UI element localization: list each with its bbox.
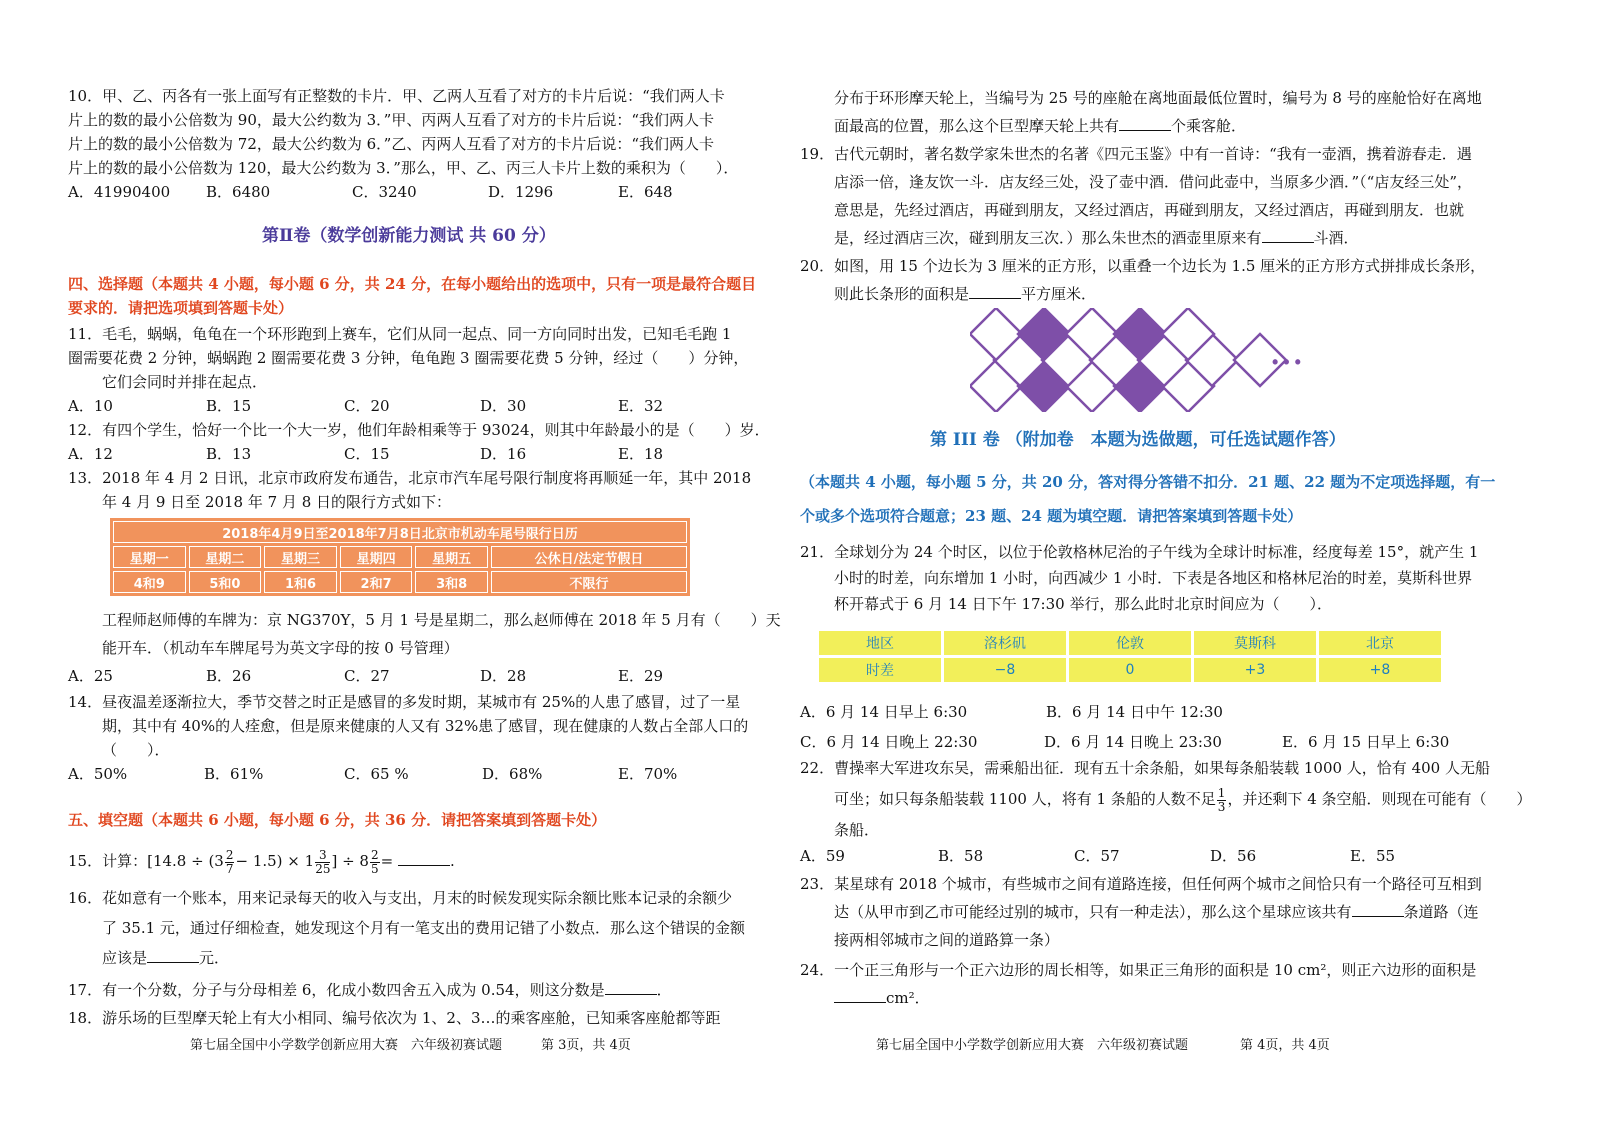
q10-option-b: B．6480 <box>206 183 271 201</box>
timezone-value-la: −8 <box>944 658 1066 682</box>
q23-line-2-text: 达（从甲市到乙市可能经过别的城市，只有一种走法），那么这个星球应该共有 <box>834 903 1352 921</box>
q11-line-1: 11．毛毛，蜗蜗，龟龟在一个环形跑到上赛车，它们从同一起点、同一方向同时出发，已知毛毛跑 1 <box>68 325 732 343</box>
restriction-value-fri: 3和8 <box>415 571 488 593</box>
q19-end: 斗酒． <box>1313 229 1359 247</box>
restriction-value-thu: 2和7 <box>340 571 413 593</box>
q15-fraction-2-num: 3 <box>315 849 330 863</box>
q21-line-2: 小时的时差，向东增加 1 小时，向西减少 1 小时．下表是各地区和格林尼治的时差，莫斯科世界 <box>834 569 1473 587</box>
q13-line-2: 年 4 月 9 日至 2018 年 7 月 8 日的限行方式如下： <box>102 493 452 511</box>
q19-line-2: 店添一倍，逢友饮一斗．店友经三处，没了壶中酒．借问此壶中，当原多少酒．”（“店友经三处”， <box>834 173 1473 191</box>
q18-end: 个乘客舱． <box>1171 117 1247 135</box>
q13-cont-line-1: 工程师赵师傅的车牌为：京 NG370Y，5 月 1 号是星期二，那么赵师傅在 2018 年 5 月有（ ）天 <box>102 611 781 629</box>
q10-line-2: 片上的数的最小公倍数为 90，最大公约数为 3．”甲、丙两人互看了对方的卡片后说：“我们两人卡 <box>68 111 715 129</box>
q22-option-e: E．55 <box>1350 847 1396 865</box>
timezone-table <box>816 628 1444 685</box>
q10-option-d: D．1296 <box>488 183 554 201</box>
q21-line-1: 21．全球划分为 24 个时区，以位于伦敦格林尼治的子午线为全球计时标准，经度每差 15°，就产生 1 <box>800 543 1479 561</box>
q16-line-3-text: 应该是 <box>102 949 148 967</box>
q18-line-1: 18．游乐场的巨型摩天轮上有大小相同、编号依次为 1、2、3…的乘客座舱，已知乘客座舱都等距 <box>68 1009 721 1027</box>
q15-fraction-2 <box>315 849 330 876</box>
q13-option-c: C．27 <box>344 667 390 685</box>
q22-line-2a: 可坐；如只每条船装载 1100 人，将有 1 条船的人数不足 <box>834 790 1216 808</box>
q15-mid-1: − 1.5) × 1 <box>235 852 315 870</box>
q10-option-e: E．648 <box>618 183 673 201</box>
restriction-header-fri: 星期五 <box>415 546 488 568</box>
q22-line-1: 22．曹操率大军进攻东吴，需乘船出征．现有五十余条船，如果每条船装载 1000 人，恰有 400 人无船 <box>800 759 1490 777</box>
section3-title: 第 III 卷 （附加卷 本题为选做题，可任选试题作答） <box>930 430 1346 450</box>
q11-option-c: C．20 <box>344 397 390 415</box>
q15-fraction-1-num: 2 <box>225 847 234 862</box>
q15-fraction-1 <box>225 849 235 876</box>
timezone-value-beijing: +8 <box>1319 658 1441 682</box>
figure-ellipsis: • • • <box>1272 352 1301 372</box>
q15-mid-2: ] ÷ 8 <box>331 852 369 870</box>
restriction-table <box>110 518 690 596</box>
restriction-header-holiday: 公休日/法定节假日 <box>491 546 687 568</box>
q19-line-4-text: 是，经过酒店三次，碰到朋友三次．）那么朱世杰的酒壶里原来有 <box>834 229 1262 247</box>
q12-line-1: 12．有四个学生，恰好一个比一个大一岁，他们年龄相乘等于 93024，则其中年龄最小的是（ ）岁． <box>68 421 770 439</box>
restriction-table-title: 2018年4月9日至2018年7月8日北京市机动车尾号限行日历 <box>113 521 687 543</box>
q21-line-3: 杯开幕式于 6 月 14 日下午 17:30 举行，那么此时北京时间应为（ ）． <box>834 595 1332 613</box>
q11-option-e: E．32 <box>618 397 664 415</box>
q11-line-3: 它们会同时并排在起点． <box>102 373 268 391</box>
q22-fraction <box>1217 787 1227 814</box>
q22-fraction-num: 1 <box>1217 785 1226 800</box>
timezone-value-london: 0 <box>1069 658 1191 682</box>
timezone-value-moscow: +3 <box>1194 658 1316 682</box>
q12-option-c: C．15 <box>344 445 390 463</box>
q19-line-3: 意思是，先经过酒店，再碰到朋友，又经过酒店，再碰到朋友，又经过酒店，再碰到朋友．也就 <box>834 201 1465 219</box>
q17-line <box>68 978 672 1002</box>
section3-note-line-2: 个或多个选项符合题意；23 题、24 题为填空题．请把答案填到答题卡处） <box>800 507 1303 525</box>
q18-cont-line-1: 分布于环形摩天轮上，当编号为 25 号的座舱在离地面最低位置时，编号为 8 号的座舱恰好在离地 <box>834 89 1482 107</box>
q12-option-d: D．16 <box>480 445 527 463</box>
q12-option-e: E．18 <box>618 445 664 463</box>
q23-answer-blank <box>1352 902 1404 917</box>
q22-option-b: B．58 <box>938 847 984 865</box>
q19-line-1: 19．古代元朝时，著名数学家朱世杰的名著《四元玉鉴》中有一首诗：“我有一壶酒，携着游春走．遇 <box>800 145 1472 163</box>
q24-end: cm²． <box>886 989 930 1007</box>
q10-line-4: 片上的数的最小公倍数为 120，最大公约数为 3．”那么，甲、乙、丙三人卡片上数的乘积为（ ）． <box>68 159 739 177</box>
q15-fraction-3-num: 2 <box>370 847 379 862</box>
q22-line-3: 条船． <box>834 821 880 839</box>
q22-line-2 <box>834 784 1532 814</box>
timezone-header-beijing: 北京 <box>1319 631 1441 655</box>
q13-option-a: A．25 <box>68 667 113 685</box>
q10-option-a: A．41990400 <box>68 183 171 201</box>
q15-fraction-1-den: 7 <box>225 861 234 876</box>
q21-option-b: B．6 月 14 日中午 12:30 <box>1046 703 1223 721</box>
q16-answer-blank <box>147 948 199 963</box>
q15-fraction-2-den: 25 <box>315 861 331 876</box>
q14-option-d: D．68% <box>482 765 543 783</box>
q15-suffix: = <box>380 852 394 870</box>
q22-line-2b: ，并还剩下 4 条空船．则现在可能有（ ） <box>1227 790 1532 808</box>
q23-line-2-end: 条道路（连 <box>1403 903 1479 921</box>
q24-answer-blank <box>834 988 886 1003</box>
q16-line-2: 了 35.1 元，通过仔细检查，她发现这个月有一笔支出的费用记错了小数点．那么这个错误的金额 <box>102 919 745 937</box>
q14-line-1: 14．昼夜温差逐渐拉大，季节交替之时正是感冒的多发时期，某城市有 25%的人患了感冒，过了一星 <box>68 693 741 711</box>
section3-note-line-1: （本题共 4 小题，每小题 5 分，共 20 分，答对得分答错不扣分．21 题、22 题为不定项选择题，有一 <box>800 473 1496 491</box>
right-footer: 第七届全国中小学数学创新应用大赛 六年级初赛试题 第 4页，共 4页 <box>876 1038 1330 1053</box>
q15-prefix: 15．计算：[14.8 ÷ (3 <box>68 852 224 870</box>
q21-option-c: C．6 月 14 日晚上 22:30 <box>800 733 978 751</box>
q11-option-d: D．30 <box>480 397 527 415</box>
q17-end: ． <box>656 981 672 999</box>
restriction-value-holiday: 不限行 <box>491 571 687 593</box>
timezone-header-region: 地区 <box>819 631 941 655</box>
overlapping-squares-figure <box>970 308 1330 412</box>
q18-cont-text: 面最高的位置，那么这个巨型摩天轮上共有 <box>834 117 1120 135</box>
q16-line-1: 16．花如意有一个账本，用来记录每天的收入与支出，月末的时候发现实际余额比账本记录的余额少 <box>68 889 733 907</box>
q24-line-2 <box>834 986 930 1010</box>
q14-option-c: C．65 % <box>344 765 409 783</box>
q13-cont-line-2: 能开车．（机动车车牌尾号为英文字母的按 0 号管理） <box>102 639 459 657</box>
q11-line-2: 圈需要花费 2 分钟，蜗蜗跑 2 圈需要花费 3 分钟，龟龟跑 3 圈需要花费 5 分钟，经过（ ）分钟， <box>68 349 749 367</box>
timezone-header-la: 洛杉矶 <box>944 631 1066 655</box>
section4-header-line-1: 四、选择题（本题共 4 小题，每小题 6 分，共 24 分，在每小题给出的选项中，只有一项是最符合题目 <box>68 275 757 293</box>
section4-header-line-2: 要求的．请把选项填到答题卡处） <box>68 299 294 317</box>
q17-answer-blank <box>605 980 657 995</box>
restriction-header-tue: 星期二 <box>189 546 262 568</box>
timezone-header-london: 伦敦 <box>1069 631 1191 655</box>
q16-end: 元． <box>199 949 230 967</box>
q20-line-2 <box>834 282 1096 306</box>
q15-end: . <box>449 852 455 870</box>
q21-option-d: D．6 月 14 日晚上 23:30 <box>1044 733 1222 751</box>
q20-answer-blank <box>969 284 1021 299</box>
q21-option-a: A．6 月 14 日早上 6:30 <box>800 703 968 721</box>
q13-option-b: B．26 <box>206 667 252 685</box>
restriction-value-mon: 4和9 <box>113 571 186 593</box>
q16-line-3 <box>102 946 229 970</box>
q13-line-1: 13．2018 年 4 月 2 日讯，北京市政府发布通告，北京市汽车尾号限行制度将再顺延一年，其中 2018 <box>68 469 752 487</box>
q13-option-e: E．29 <box>618 667 664 685</box>
q15-answer-blank <box>398 851 450 866</box>
q14-line-2: 期，其中有 40%的人痊愈，但是原来健康的人又有 32%患了感冒，现在健康的人数占全部人口的 <box>102 717 749 735</box>
q11-option-a: A．10 <box>68 397 113 415</box>
restriction-header-wed: 星期三 <box>264 546 337 568</box>
section2-title: 第Ⅱ卷（数学创新能力测试 共 60 分） <box>262 226 556 246</box>
q19-answer-blank <box>1262 228 1314 243</box>
q19-line-4 <box>834 226 1359 250</box>
q14-line-3: （ ）． <box>102 741 170 759</box>
q22-option-c: C．57 <box>1074 847 1120 865</box>
q10-line-1: 10．甲、乙、丙各有一张上面写有正整数的卡片．甲、乙两人互看了对方的卡片后说：“我们两人卡 <box>68 87 725 105</box>
q23-line-2 <box>834 900 1479 924</box>
restriction-header-mon: 星期一 <box>113 546 186 568</box>
q15-fraction-3-den: 5 <box>370 861 379 876</box>
q11-option-b: B．15 <box>206 397 252 415</box>
q14-option-e: E．70% <box>618 765 678 783</box>
q15-fraction-3 <box>370 849 380 876</box>
q23-line-1: 23．某星球有 2018 个城市，有些城市之间有道路连接，但任何两个城市之间恰只有一个路径可互相到 <box>800 875 1482 893</box>
restriction-value-wed: 1和6 <box>264 571 337 593</box>
q18-cont-line-2 <box>834 114 1246 138</box>
q18-answer-blank <box>1119 116 1171 131</box>
q20-line-1: 20．如图，用 15 个边长为 3 厘米的正方形，以重叠一个边长为 1.5 厘米的正方形方式拼排成长条形， <box>800 257 1486 275</box>
q14-option-b: B．61% <box>204 765 264 783</box>
q15-expression <box>68 846 455 876</box>
timezone-value-label: 时差 <box>819 658 941 682</box>
section5-header: 五、填空题（本题共 6 小题，每小题 6 分，共 36 分．请把答案填到答题卡处） <box>68 811 607 829</box>
q12-option-a: A．12 <box>68 445 113 463</box>
q23-line-3: 接两相邻城市之间的道路算一条） <box>834 931 1060 949</box>
left-footer: 第七届全国中小学数学创新应用大赛 六年级初赛试题 第 3页，共 4页 <box>190 1038 631 1053</box>
q12-option-b: B．13 <box>206 445 252 463</box>
q21-option-e: E．6 月 15 日早上 6:30 <box>1282 733 1450 751</box>
timezone-header-moscow: 莫斯科 <box>1194 631 1316 655</box>
q14-option-a: A．50% <box>68 765 128 783</box>
q20-line-2-text: 则此长条形的面积是 <box>834 285 970 303</box>
q24-line-1: 24．一个正三角形与一个正六边形的周长相等，如果正三角形的面积是 10 cm²，则正六边形的面积是 <box>800 961 1477 979</box>
restriction-value-tue: 5和0 <box>189 571 262 593</box>
right-page <box>800 0 1600 1129</box>
q17-text: 17．有一个分数，分子与分母相差 6，化成小数四舍五入成为 0.54，则这分数是 <box>68 981 605 999</box>
q10-option-c: C．3240 <box>352 183 417 201</box>
restriction-header-thu: 星期四 <box>340 546 413 568</box>
q20-end: 平方厘米． <box>1021 285 1097 303</box>
q22-option-d: D．56 <box>1210 847 1257 865</box>
q13-option-d: D．28 <box>480 667 527 685</box>
q22-option-a: A．59 <box>800 847 845 865</box>
q22-fraction-den: 3 <box>1217 799 1226 814</box>
q10-line-3: 片上的数的最小公倍数为 72，最大公约数为 6．”乙、丙两人互看了对方的卡片后说：“我们两人卡 <box>68 135 715 153</box>
